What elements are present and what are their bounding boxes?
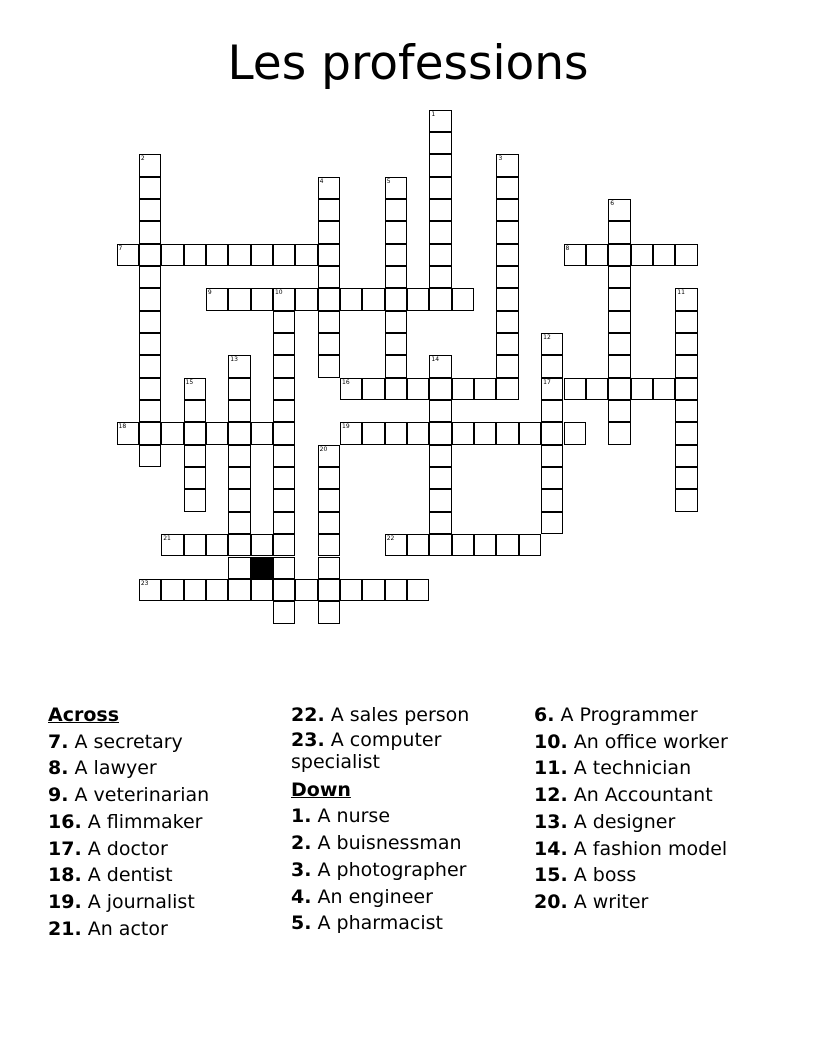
grid-cell[interactable] <box>318 355 340 377</box>
grid-cell[interactable] <box>184 489 206 511</box>
grid-cell[interactable] <box>139 154 161 176</box>
grid-cell[interactable] <box>385 422 407 444</box>
grid-cell[interactable] <box>496 288 518 310</box>
clue-down-13: 13. A designer <box>534 810 676 833</box>
grid-cell[interactable] <box>362 378 384 400</box>
grid-cell[interactable] <box>139 333 161 355</box>
grid-cell[interactable] <box>273 489 295 511</box>
grid-cell[interactable] <box>541 400 563 422</box>
grid-cell[interactable] <box>206 534 228 556</box>
clue-number: 9 <box>207 289 212 297</box>
grid-cell[interactable] <box>541 378 563 400</box>
grid-cell[interactable] <box>273 378 295 400</box>
grid-cell[interactable] <box>407 378 429 400</box>
grid-cell[interactable] <box>496 154 518 176</box>
grid-cell[interactable] <box>407 422 429 444</box>
grid-cell[interactable] <box>429 378 451 400</box>
grid-cell[interactable] <box>496 244 518 266</box>
grid-cell[interactable] <box>385 333 407 355</box>
clue-number: 3 <box>498 155 503 163</box>
grid-cell[interactable] <box>385 355 407 377</box>
clue-number: 4 <box>319 177 324 185</box>
grid-cell[interactable] <box>385 311 407 333</box>
grid-cell[interactable] <box>608 311 630 333</box>
grid-cell[interactable] <box>228 579 250 601</box>
clue-number: 22 <box>386 535 395 543</box>
grid-cell[interactable] <box>675 311 697 333</box>
clue-number: 8 <box>565 244 570 252</box>
crossword-grid <box>117 110 717 630</box>
grid-cell[interactable] <box>228 355 250 377</box>
grid-cell[interactable] <box>675 378 697 400</box>
grid-cell[interactable] <box>675 355 697 377</box>
clue-down-14: 14. A fashion model <box>534 837 728 860</box>
grid-cell[interactable] <box>273 355 295 377</box>
grid-cell[interactable] <box>318 266 340 288</box>
grid-cell[interactable] <box>429 288 451 310</box>
clue-across-17: 17. A doctor <box>48 837 168 860</box>
grid-cell[interactable] <box>139 311 161 333</box>
grid-cell[interactable] <box>184 579 206 601</box>
grid-cell[interactable] <box>564 244 586 266</box>
clue-across-22: 22. A sales person <box>291 704 470 726</box>
grid-cell[interactable] <box>452 288 474 310</box>
grid-cell[interactable] <box>318 333 340 355</box>
grid-cell[interactable] <box>273 288 295 310</box>
clue-down-11: 11. A technician <box>534 757 692 780</box>
grid-cell[interactable] <box>139 266 161 288</box>
grid-cell[interactable] <box>273 400 295 422</box>
grid-cell[interactable] <box>385 199 407 221</box>
grid-cell[interactable] <box>474 378 496 400</box>
grid-cell[interactable] <box>429 199 451 221</box>
clue-number: 10 <box>274 289 283 297</box>
grid-cell[interactable] <box>496 422 518 444</box>
grid-cell[interactable] <box>139 244 161 266</box>
clue-across-19: 19. A journalist <box>48 890 195 913</box>
grid-cell[interactable] <box>117 244 139 266</box>
grid-cell[interactable] <box>273 601 295 623</box>
grid-cell[interactable] <box>519 534 541 556</box>
clue-number: 2 <box>140 155 145 163</box>
grid-cell[interactable] <box>429 489 451 511</box>
clue-number: 16 <box>342 378 350 386</box>
page-title: Les professions <box>227 36 589 91</box>
grid-cell[interactable] <box>675 244 697 266</box>
grid-cell[interactable] <box>675 333 697 355</box>
grid-cell[interactable] <box>184 378 206 400</box>
grid-cell[interactable] <box>295 244 317 266</box>
grid-cell[interactable] <box>496 266 518 288</box>
grid-cell[interactable] <box>429 445 451 467</box>
clue-across-23: 23. A computer specialist <box>291 728 442 773</box>
grid-cell[interactable] <box>586 378 608 400</box>
grid-cell[interactable] <box>429 110 451 132</box>
grid-cell[interactable] <box>496 534 518 556</box>
grid-cell[interactable] <box>273 445 295 467</box>
grid-cell[interactable] <box>251 534 273 556</box>
grid-cell[interactable] <box>429 177 451 199</box>
grid-cell[interactable] <box>273 422 295 444</box>
grid-cell[interactable] <box>228 534 250 556</box>
grid-cell[interactable] <box>273 557 295 579</box>
grid-cell[interactable] <box>362 422 384 444</box>
grid-cell[interactable] <box>340 288 362 310</box>
across-heading: Across <box>48 704 120 726</box>
grid-cell[interactable] <box>184 445 206 467</box>
grid-cell[interactable] <box>653 244 675 266</box>
clue-number: 21 <box>163 535 171 543</box>
clue-across-8: 8. A lawyer <box>48 757 157 780</box>
grid-cell[interactable] <box>385 244 407 266</box>
grid-cell[interactable] <box>429 400 451 422</box>
down-heading: Down <box>291 778 351 801</box>
grid-cell[interactable] <box>273 512 295 534</box>
clue-number: 6 <box>610 199 615 207</box>
grid-cell[interactable] <box>318 467 340 489</box>
clue-number: 1 <box>431 110 436 118</box>
clue-column-1 <box>48 702 283 942</box>
grid-cell[interactable] <box>318 311 340 333</box>
grid-cell[interactable] <box>429 244 451 266</box>
clue-number: 12 <box>543 334 551 341</box>
grid-cell[interactable] <box>385 378 407 400</box>
grid-cell[interactable] <box>429 355 451 377</box>
grid-cell[interactable] <box>541 445 563 467</box>
grid-cell[interactable] <box>228 422 250 444</box>
grid-cell[interactable] <box>340 422 362 444</box>
grid-cell[interactable] <box>228 378 250 400</box>
grid-cell[interactable] <box>139 400 161 422</box>
grid-cell[interactable] <box>519 422 541 444</box>
grid-cell[interactable] <box>429 132 451 154</box>
clue-down-2: 2. A buisnessman <box>291 832 462 855</box>
clue-down-10: 10. An office worker <box>534 730 728 753</box>
clue-across-9: 9. A veterinarian <box>48 784 210 807</box>
grid-cell[interactable] <box>139 199 161 221</box>
grid-cell[interactable] <box>407 288 429 310</box>
grid-cell[interactable] <box>273 467 295 489</box>
clue-across-7: 7. A secretary <box>48 730 183 753</box>
grid-cell[interactable] <box>273 311 295 333</box>
grid-cell[interactable] <box>564 422 586 444</box>
black-cell <box>251 557 273 579</box>
grid-cell[interactable] <box>541 489 563 511</box>
clue-number: 11 <box>677 289 685 297</box>
grid-cell[interactable] <box>675 288 697 310</box>
clue-number: 13 <box>230 356 238 364</box>
clue-down-20: 20. A writer <box>534 890 649 913</box>
grid-cell[interactable] <box>295 579 317 601</box>
grid-cell[interactable] <box>675 445 697 467</box>
clue-number: 17 <box>543 378 551 386</box>
grid-cell[interactable] <box>385 266 407 288</box>
grid-cell[interactable] <box>385 221 407 243</box>
clue-down-6: 6. A Programmer <box>534 704 698 726</box>
clue-number: 19 <box>342 423 350 431</box>
clue-number: 5 <box>386 177 391 185</box>
grid-cell[interactable] <box>496 311 518 333</box>
grid-cell[interactable] <box>608 266 630 288</box>
grid-cell[interactable] <box>407 579 429 601</box>
grid-cell[interactable] <box>608 221 630 243</box>
grid-cell[interactable] <box>496 177 518 199</box>
grid-cell[interactable] <box>139 445 161 467</box>
grid-cell[interactable] <box>318 534 340 556</box>
grid-cell[interactable] <box>161 534 183 556</box>
grid-cell[interactable] <box>139 378 161 400</box>
clue-down-1: 1. A nurse <box>291 805 391 828</box>
grid-cell[interactable] <box>318 489 340 511</box>
grid-cell[interactable] <box>385 579 407 601</box>
grid-cell[interactable] <box>228 445 250 467</box>
grid-cell[interactable] <box>429 221 451 243</box>
grid-cell[interactable] <box>429 266 451 288</box>
grid-cell[interactable] <box>452 422 474 444</box>
grid-cell[interactable] <box>139 288 161 310</box>
grid-cell[interactable] <box>139 579 161 601</box>
clue-number: 14 <box>431 356 440 364</box>
grid-cell[interactable] <box>608 378 630 400</box>
clue-number: 23 <box>140 579 149 587</box>
grid-cell[interactable] <box>541 333 563 355</box>
grid-cell[interactable] <box>340 579 362 601</box>
grid-cell[interactable] <box>608 400 630 422</box>
grid-cell[interactable] <box>608 199 630 221</box>
grid-cell[interactable] <box>318 199 340 221</box>
grid-cell[interactable] <box>452 378 474 400</box>
grid-cell[interactable] <box>228 557 250 579</box>
grid-cell[interactable] <box>318 557 340 579</box>
grid-cell[interactable] <box>251 244 273 266</box>
grid-cell[interactable] <box>228 288 250 310</box>
grid-cell[interactable] <box>496 378 518 400</box>
grid-cell[interactable] <box>474 422 496 444</box>
grid-cell[interactable] <box>429 154 451 176</box>
grid-cell[interactable] <box>496 199 518 221</box>
grid-cell[interactable] <box>675 400 697 422</box>
clue-column-3 <box>534 702 794 916</box>
grid-cell[interactable] <box>139 355 161 377</box>
clue-down-12: 12. An Accountant <box>534 784 713 807</box>
grid-cell[interactable] <box>608 244 630 266</box>
grid-cell[interactable] <box>228 467 250 489</box>
grid-cell[interactable] <box>161 422 183 444</box>
grid-cell[interactable] <box>675 467 697 489</box>
clue-across-21: 21. An actor <box>48 917 168 940</box>
grid-cell[interactable] <box>206 579 228 601</box>
grid-cell[interactable] <box>675 489 697 511</box>
grid-cell[interactable] <box>251 579 273 601</box>
grid-cell[interactable] <box>318 221 340 243</box>
grid-cell[interactable] <box>228 489 250 511</box>
grid-cell[interactable] <box>206 422 228 444</box>
grid-cell[interactable] <box>184 534 206 556</box>
grid-cell[interactable] <box>206 288 228 310</box>
grid-cell[interactable] <box>251 422 273 444</box>
grid-cell[interactable] <box>452 534 474 556</box>
grid-cell[interactable] <box>318 579 340 601</box>
clue-across-18: 18. A dentist <box>48 864 173 887</box>
clue-down-4: 4. An engineer <box>291 885 433 908</box>
grid-cell[interactable] <box>318 601 340 623</box>
clue-number: 18 <box>118 423 127 431</box>
grid-cell[interactable] <box>496 333 518 355</box>
grid-cell[interactable] <box>184 400 206 422</box>
grid-cell[interactable] <box>273 244 295 266</box>
grid-cell[interactable] <box>541 512 563 534</box>
grid-cell[interactable] <box>608 288 630 310</box>
grid-cell[interactable] <box>228 512 250 534</box>
grid-cell[interactable] <box>184 244 206 266</box>
grid-cell[interactable] <box>474 534 496 556</box>
grid-cell[interactable] <box>318 177 340 199</box>
grid-cell[interactable] <box>541 355 563 377</box>
grid-cell[interactable] <box>608 333 630 355</box>
clue-column-2 <box>291 702 526 937</box>
grid-cell[interactable] <box>251 288 273 310</box>
grid-cell[interactable] <box>608 422 630 444</box>
grid-cell[interactable] <box>385 288 407 310</box>
grid-cell[interactable] <box>228 400 250 422</box>
grid-cell[interactable] <box>541 467 563 489</box>
grid-cell[interactable] <box>541 422 563 444</box>
clue-number: 20 <box>319 445 328 453</box>
grid-cell[interactable] <box>631 244 653 266</box>
grid-cell[interactable] <box>362 288 384 310</box>
grid-cell[interactable] <box>407 534 429 556</box>
grid-cell[interactable] <box>295 288 317 310</box>
clue-across-16: 16. A flimmaker <box>48 810 203 833</box>
grid-cell[interactable] <box>496 221 518 243</box>
grid-cell[interactable] <box>273 579 295 601</box>
grid-cell[interactable] <box>318 445 340 467</box>
grid-cell[interactable] <box>161 579 183 601</box>
grid-cell[interactable] <box>117 422 139 444</box>
clue-number: 15 <box>185 378 194 386</box>
grid-cell[interactable] <box>429 534 451 556</box>
grid-cell[interactable] <box>496 355 518 377</box>
grid-cell[interactable] <box>139 422 161 444</box>
grid-cell[interactable] <box>184 467 206 489</box>
grid-cell[interactable] <box>429 422 451 444</box>
grid-cell[interactable] <box>206 244 228 266</box>
clue-down-15: 15. A boss <box>534 864 637 887</box>
grid-cell[interactable] <box>139 177 161 199</box>
grid-cell[interactable] <box>429 512 451 534</box>
clue-down-5: 5. A pharmacist <box>291 912 443 935</box>
grid-cell[interactable] <box>318 244 340 266</box>
grid-cell[interactable] <box>362 579 384 601</box>
grid-cell[interactable] <box>273 534 295 556</box>
grid-cell[interactable] <box>631 378 653 400</box>
grid-cell[interactable] <box>429 467 451 489</box>
grid-cell[interactable] <box>586 244 608 266</box>
grid-cell[interactable] <box>318 288 340 310</box>
grid-cell[interactable] <box>564 378 586 400</box>
grid-cell[interactable] <box>184 422 206 444</box>
clue-number: 7 <box>118 244 123 252</box>
grid-cell[interactable] <box>385 534 407 556</box>
grid-cell[interactable] <box>139 221 161 243</box>
grid-cell[interactable] <box>385 177 407 199</box>
grid-cell[interactable] <box>228 244 250 266</box>
clue-down-3: 3. A photographer <box>291 858 467 881</box>
grid-cell[interactable] <box>273 333 295 355</box>
grid-cell[interactable] <box>318 512 340 534</box>
grid-cell[interactable] <box>653 378 675 400</box>
grid-cell[interactable] <box>340 378 362 400</box>
grid-cell[interactable] <box>675 422 697 444</box>
grid-cell[interactable] <box>161 244 183 266</box>
grid-cell[interactable] <box>608 355 630 377</box>
